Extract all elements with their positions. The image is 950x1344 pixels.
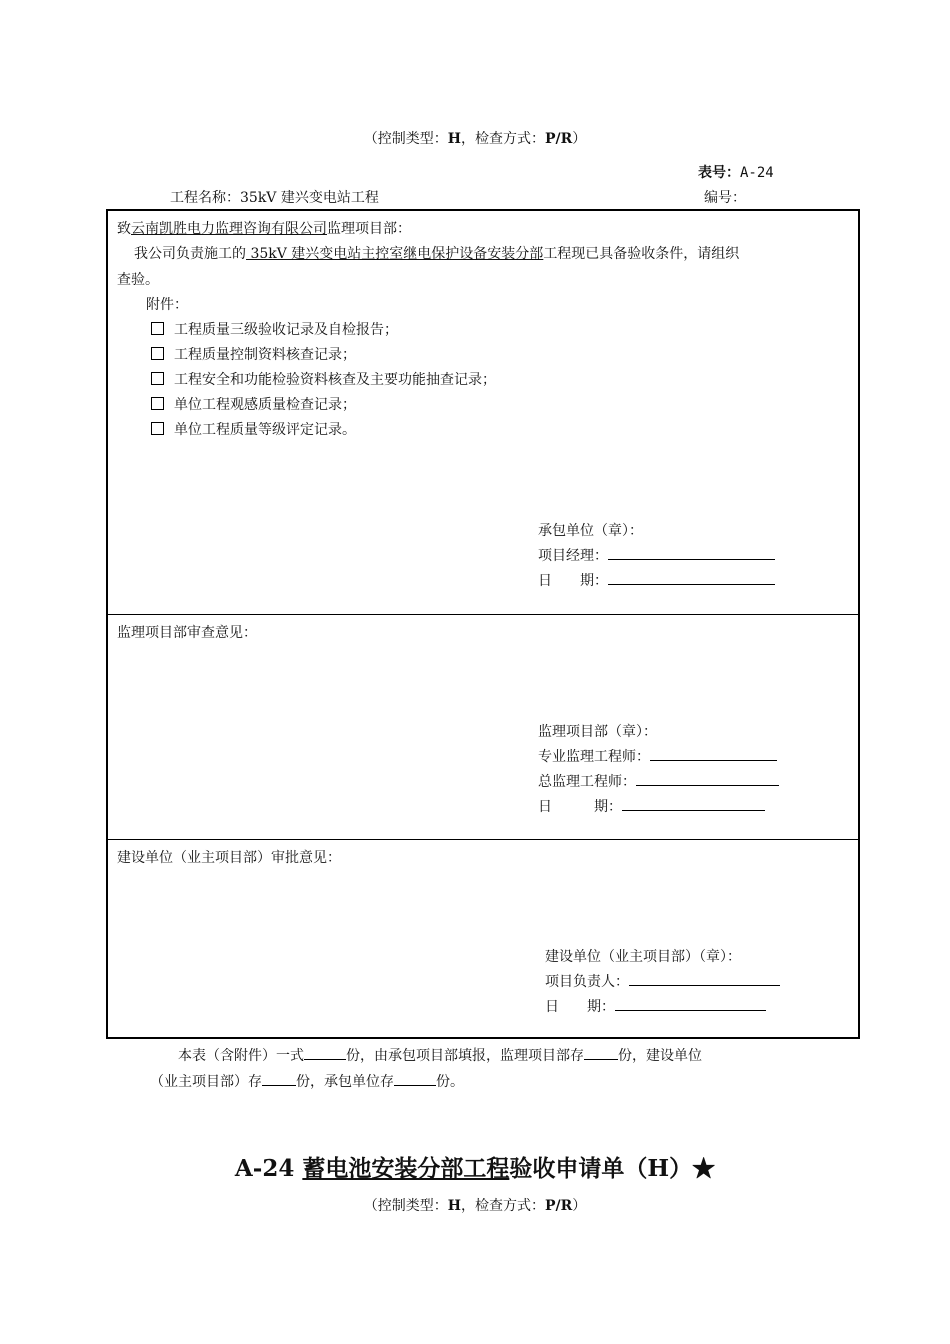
attachment-item <box>151 319 398 339</box>
contractor-seal-label: 承包单位（章）： <box>538 523 643 539</box>
copies-text-2: 份，由承包项目部填报，监理项目部存 <box>346 1048 584 1064</box>
attachment-label: 单位工程质量等级评定记录。 <box>174 422 356 438</box>
control-text-3: ） <box>572 1198 587 1214</box>
signature-line[interactable] <box>636 771 779 786</box>
copies-note-line1 <box>178 1045 702 1065</box>
attachment-label: 单位工程观感质量检查记录； <box>174 397 356 413</box>
inspection-method-value: P/R <box>544 131 573 147</box>
body-prefix: 我公司负责施工的 <box>134 246 246 262</box>
attachment-label: 工程质量三级验收记录及自检报告； <box>174 322 398 338</box>
checkbox[interactable] <box>151 347 164 360</box>
attachment-item <box>151 394 356 414</box>
supervision-company: 云南凯胜电力监理咨询有限公司 <box>131 221 327 237</box>
supervision-review-title: 监理项目部审查意见： <box>117 625 257 641</box>
form-number-label: 表号： <box>698 165 740 181</box>
copies-blank-2[interactable] <box>584 1045 618 1060</box>
control-text-3: ） <box>572 131 587 147</box>
addressee-suffix: 监理项目部： <box>327 221 411 237</box>
control-text-2: ，检查方式： <box>460 131 545 147</box>
control-type-value: H <box>447 131 461 147</box>
request-body <box>134 243 739 263</box>
specialist-engineer-signature <box>538 746 777 766</box>
attachments-label: 附件： <box>146 297 188 313</box>
checkbox[interactable] <box>151 372 164 385</box>
next-form-title <box>0 1150 950 1183</box>
next-form-title-underlined: 蓄电池安装分部工程 <box>302 1155 510 1182</box>
project-leader-label: 项目负责人： <box>545 974 629 990</box>
copies-note-line2 <box>150 1071 464 1091</box>
date-line[interactable] <box>608 570 775 585</box>
copies-text-3: 份，建设单位 <box>618 1048 702 1064</box>
attachment-item <box>151 369 496 389</box>
date-label: 日 期： <box>545 999 615 1015</box>
owner-date <box>545 996 766 1016</box>
serial-number-label: 编号： <box>704 190 746 206</box>
copies-text-4: （业主项目部）存 <box>150 1074 262 1090</box>
copies-blank-4[interactable] <box>394 1071 436 1086</box>
specialist-engineer-label: 专业监理工程师： <box>538 749 650 765</box>
control-type-line <box>0 128 950 148</box>
section-divider-2 <box>108 839 858 840</box>
body-suffix: 工程现已具备验收条件，请组织 <box>543 246 740 262</box>
request-body-line2: 查验。 <box>117 272 159 288</box>
copies-blank-1[interactable] <box>304 1045 346 1060</box>
inspection-method-value: P/R <box>544 1198 573 1214</box>
application-form <box>106 209 860 1039</box>
signature-line[interactable] <box>608 545 775 560</box>
control-text-2: ，检查方式： <box>460 1198 545 1214</box>
owner-approval-title: 建设单位（业主项目部）审批意见： <box>117 850 341 866</box>
next-form-control-line <box>0 1195 950 1215</box>
checkbox[interactable] <box>151 422 164 435</box>
copies-text-6: 份。 <box>436 1074 464 1090</box>
next-form-title-rest: 验收申请单（H）★ <box>509 1155 716 1182</box>
copies-blank-3[interactable] <box>262 1071 296 1086</box>
control-type-value: H <box>447 1198 461 1214</box>
copies-text-1: 本表（含附件）一式 <box>178 1048 304 1064</box>
copies-text-5: 份，承包单位存 <box>296 1074 394 1090</box>
date-line[interactable] <box>622 796 765 811</box>
project-name: 工程名称：35kV 建兴变电站工程 <box>170 190 379 206</box>
project-manager-label: 项目经理： <box>538 548 608 564</box>
project-leader-signature <box>545 971 780 991</box>
form-number <box>698 162 774 182</box>
checkbox[interactable] <box>151 397 164 410</box>
form-number-value: A-24 <box>740 165 774 181</box>
control-text-1: （控制类型： <box>363 1198 448 1214</box>
signature-line[interactable] <box>629 971 780 986</box>
addressee-line <box>117 218 411 238</box>
attachment-label: 工程安全和功能检验资料核查及主要功能抽查记录； <box>174 372 496 388</box>
control-text-1: （控制类型： <box>363 131 448 147</box>
section-divider-1 <box>108 614 858 615</box>
chief-engineer-signature <box>538 771 779 791</box>
checkbox[interactable] <box>151 322 164 335</box>
contractor-date <box>538 570 775 590</box>
signature-line[interactable] <box>650 746 777 761</box>
date-label: 日 期： <box>538 573 608 589</box>
project-manager-signature <box>538 545 775 565</box>
date-label: 日 期： <box>538 799 622 815</box>
supervision-seal-label: 监理项目部（章）： <box>538 724 657 740</box>
supervision-date <box>538 796 765 816</box>
chief-engineer-label: 总监理工程师： <box>538 774 636 790</box>
attachment-item <box>151 344 356 364</box>
sub-project-name: 35kV 建兴变电站主控室继电保护设备安装分部 <box>246 246 544 262</box>
attachment-label: 工程质量控制资料核查记录； <box>174 347 356 363</box>
date-line[interactable] <box>615 996 766 1011</box>
attachment-item <box>151 419 356 439</box>
owner-seal-label: 建设单位（业主项目部）（章）： <box>545 949 741 965</box>
addressee-prefix: 致 <box>117 221 131 237</box>
next-form-code: A-24 <box>234 1155 295 1182</box>
